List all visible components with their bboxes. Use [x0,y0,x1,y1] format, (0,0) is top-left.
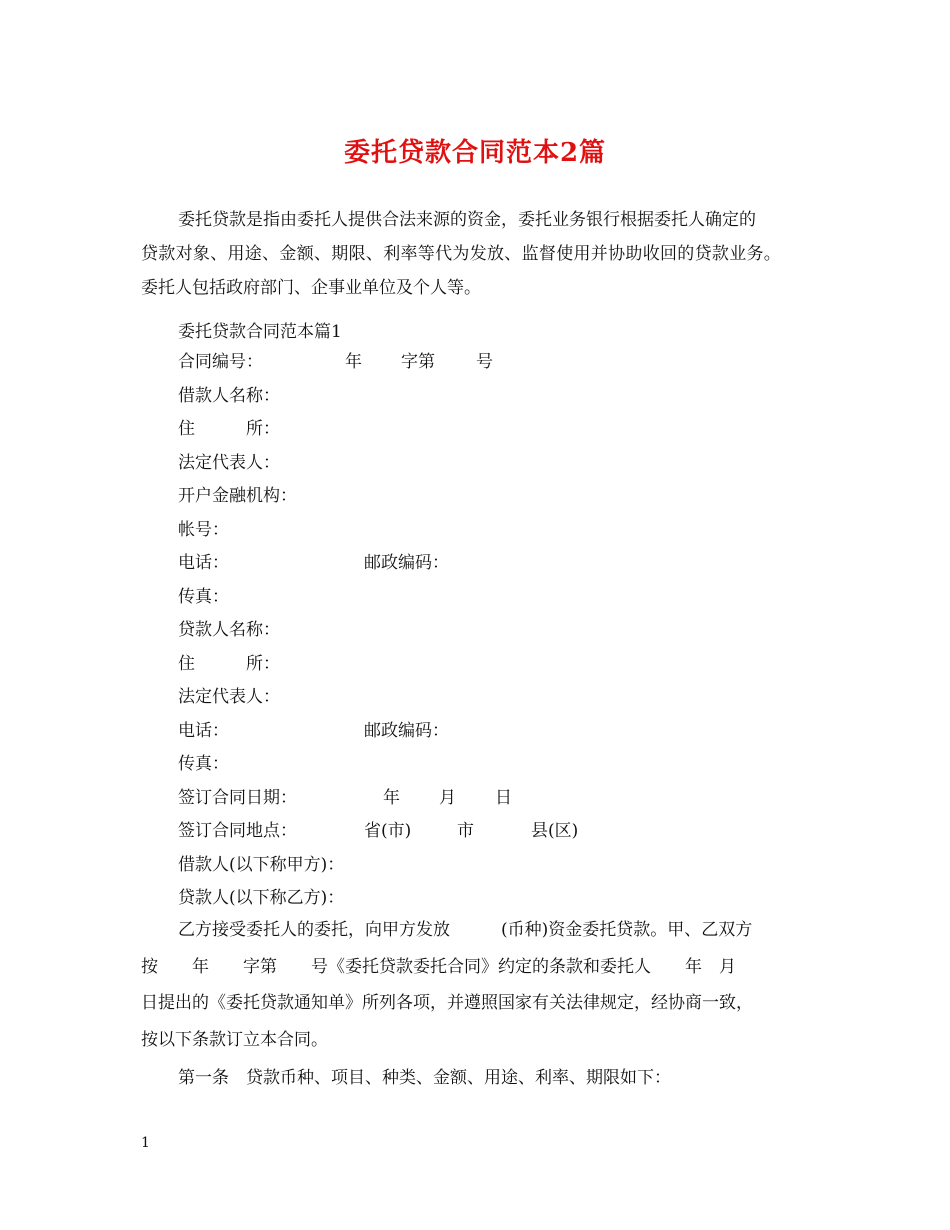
sign-county: 县(区) [531,821,579,841]
borrower-phone-label: 电话： [178,553,229,573]
intro-paragraph [141,203,831,305]
intro-line: 委托贷款是指由委托人提供合法来源的资金，委托业务银行根据委托人确定的 [178,210,756,230]
article-1-text: 第一条 贷款币种、项目、种类、金额、用途、利率、期限如下： [178,1068,671,1088]
body-line: 按以下条款订立本合同。 [141,1029,328,1050]
sign-province: 省(市) [364,821,412,841]
borrower-bank-label: 开户金融机构： [178,486,297,506]
party-a-label: 借款人(以下称甲方)： [178,855,345,875]
borrower-fax-label: 传真： [178,587,229,607]
borrower-address-label: 住 所： [178,419,280,439]
borrower-name-label: 借款人名称： [178,386,280,406]
article-1 [141,1061,831,1095]
lender-fax-label: 传真： [178,754,229,774]
body-paragraph [141,912,831,1058]
lender-address-label: 住 所： [178,654,280,674]
contract-no-hao: 号 [476,352,493,372]
lender-name-label: 贷款人名称： [178,620,280,640]
body-line: 按 年 字第 号《委托贷款委托合同》约定的条款和委托人 年 月 [141,956,736,977]
body-line: 乙方接受委托人的委托，向甲方发放 (币种)资金委托贷款。甲、乙双方 [178,920,753,940]
contract-no-label: 合同编号： [178,352,263,372]
page-number: 1 [141,1135,150,1151]
intro-line: 贷款对象、用途、金额、期限、利率等代为发放、监督使用并协助收回的贷款业务。 [141,244,782,264]
contract-no-year: 年 [345,352,362,372]
lender-postcode-label: 邮政编码： [364,721,449,741]
borrower-account-label: 帐号： [178,520,229,540]
intro-line: 委托人包括政府部门、企事业单位及个人等。 [141,278,481,298]
sign-date-label: 签订合同日期： [178,788,297,808]
borrower-rep-label: 法定代表人： [178,453,280,473]
borrower-postcode-label: 邮政编码： [364,553,449,573]
contract-no-zi: 字第 [401,352,435,372]
party-b-label: 贷款人(以下称乙方)： [178,888,345,908]
lender-rep-label: 法定代表人： [178,687,280,707]
sign-year: 年 [383,788,400,808]
sign-city: 市 [457,821,474,841]
section-heading: 委托贷款合同范本篇1 [178,322,342,342]
body-line: 日提出的《委托贷款通知单》所列各项，并遵照国家有关法律规定，经协商一致， [141,993,753,1013]
sign-month: 月 [439,788,456,808]
sign-place-label: 签订合同地点： [178,821,297,841]
document-title: 委托贷款合同范本2篇 [343,138,607,168]
lender-phone-label: 电话： [178,721,229,741]
sign-day: 日 [495,788,512,808]
